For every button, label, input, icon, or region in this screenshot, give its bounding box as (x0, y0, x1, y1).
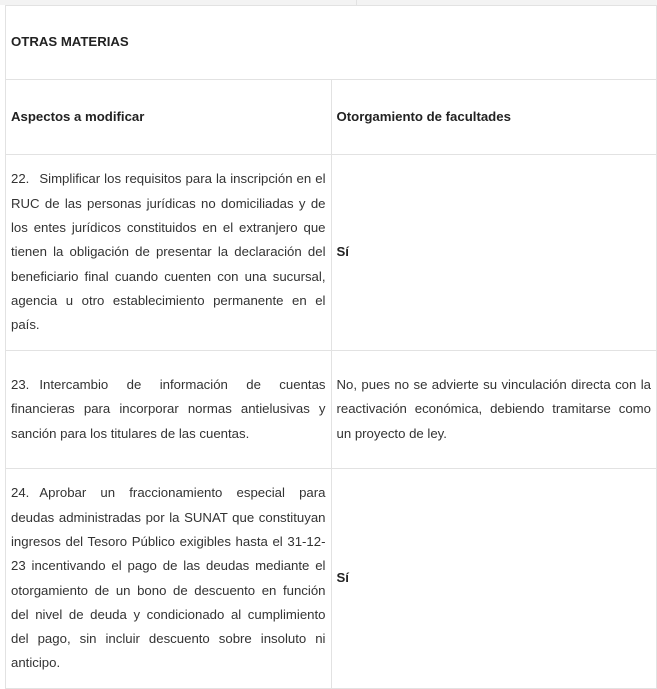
aspect-cell (6, 469, 332, 689)
table-row (6, 469, 657, 689)
section-title: OTRAS MATERIAS (6, 6, 657, 80)
aspect-text: Aprobar un fraccionamiento especial para deudas administradas por la SUNAT que constituyan ingresos del Tesoro Público exigibles hasta el 31-12-23 incentivando el pago de las deudas mediante el otorgamiento de un bono de descuento en función del nivel de deuda y condicionado al cumplimiento del pago, sin incluir descuento sobre insoluto ni anticipo. (11, 485, 326, 671)
facultades-table (5, 5, 657, 689)
section-row (6, 6, 657, 80)
answer-cell: Sí (331, 155, 657, 351)
answer-cell: Sí (331, 469, 657, 689)
item-number: 23. (11, 377, 30, 393)
answer-cell: No, pues no se advierte su vinculación directa con la reactivación económica, debiendo tramitarse como un proyecto de ley. (331, 351, 657, 469)
aspect-text: Intercambio de información de cuentas financieras para incorporar normas antielusivas y sanción para los titulares de las cuentas. (11, 377, 326, 441)
table-row (6, 351, 657, 469)
item-number: 22. (11, 171, 30, 187)
column-header-aspects: Aspectos a modificar (6, 80, 332, 155)
column-header-powers: Otorgamiento de facultades (331, 80, 657, 155)
table-row (6, 155, 657, 351)
item-number: 24. (11, 485, 30, 501)
aspect-cell (6, 351, 332, 469)
header-row (6, 80, 657, 155)
aspect-cell (6, 155, 332, 351)
aspect-text: Simplificar los requisitos para la inscripción en el RUC de las personas jurídicas no domiciliadas y de los entes jurídicos constituidos en el extranjero que tienen la obligación de presentar la declaración del beneficiario final cuando cuenten con una sucursal, agencia u otro establecimiento permanente en el país. (11, 171, 326, 333)
